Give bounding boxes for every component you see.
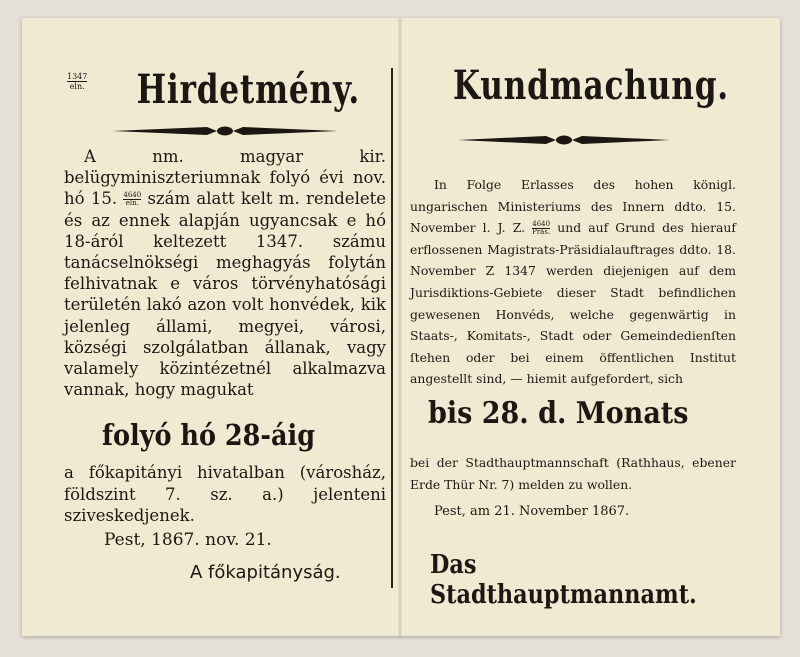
hungarian-instruction: a főkapitányi hivatalban (városház, földszint 7. sz. a.) jelenteni sziveskedjenek. <box>64 463 386 525</box>
decree-number: $\frac{4640}{\text{Präs.}}$ <box>532 220 551 237</box>
german-signature: Das Stadthauptmannamt. <box>430 550 697 610</box>
hungarian-deadline: folyó hó 28-áig <box>102 418 316 452</box>
reference-number: 1347 eln. <box>67 72 88 91</box>
german-ornament-rule <box>458 135 670 145</box>
german-instruction: bei der Stadthauptmannschaft (Rathhaus, ebener Erde Thür Nr. 7) melden zu wollen. <box>410 455 736 492</box>
german-column <box>402 18 780 636</box>
hungarian-date: Pest, 1867. nov. 21. <box>104 530 272 550</box>
german-body: In Folge Erlasses des hohen königl. ungarischen Ministeriums des Innern ddto. 15. November l. J. Z. $\frac{4640}{\text{Präs.}}$ und auf Grund des hierauf erflossenen Magistrats-Präsidialauftrages ddto. 18. November Z 1347 werden diejenigen auf dem Jurisdiktions-Gebiete dieser Stadt befindlichen gewesenen Honvéds, welche gegenwärtig in Staats-, Komitats-, Stadt oder Gemeindedienſten ſtehen oder bei einem öffentlichen Institut angestellt sind, — hiemit aufgefordert, sich <box>410 177 736 387</box>
decree-number: $\frac{4640}{eln.}$ <box>123 191 142 208</box>
german-date: Pest, am 21. November 1867. <box>434 504 630 519</box>
hungarian-column <box>22 18 398 636</box>
hungarian-ornament-rule <box>112 126 338 136</box>
german-deadline: bis 28. d. Monats <box>428 396 689 431</box>
hungarian-title: Hirdetmény. <box>136 66 360 113</box>
hungarian-signature: A főkapitányság. <box>190 562 341 583</box>
german-title: Kundmachung. <box>453 62 729 109</box>
hungarian-body: A nm. magyar kir. belügyminiszteriumnak folyó évi nov. hó 15. $\frac{4640}{eln.}$ szám alatt kelt m. rendelete és az ennek alapján ugyancsak e hó 18-áról keltezett 1347. számu tanácselnökségi meghagyás folytán felhivatnak e város törvényhatósági területén lakó azon volt honvédek, kik jelenleg állami, megyei, városi, községi szolgálatban állanak, vagy valamely közintézetnél alkalmazva vannak, hogy magukat <box>64 147 387 400</box>
